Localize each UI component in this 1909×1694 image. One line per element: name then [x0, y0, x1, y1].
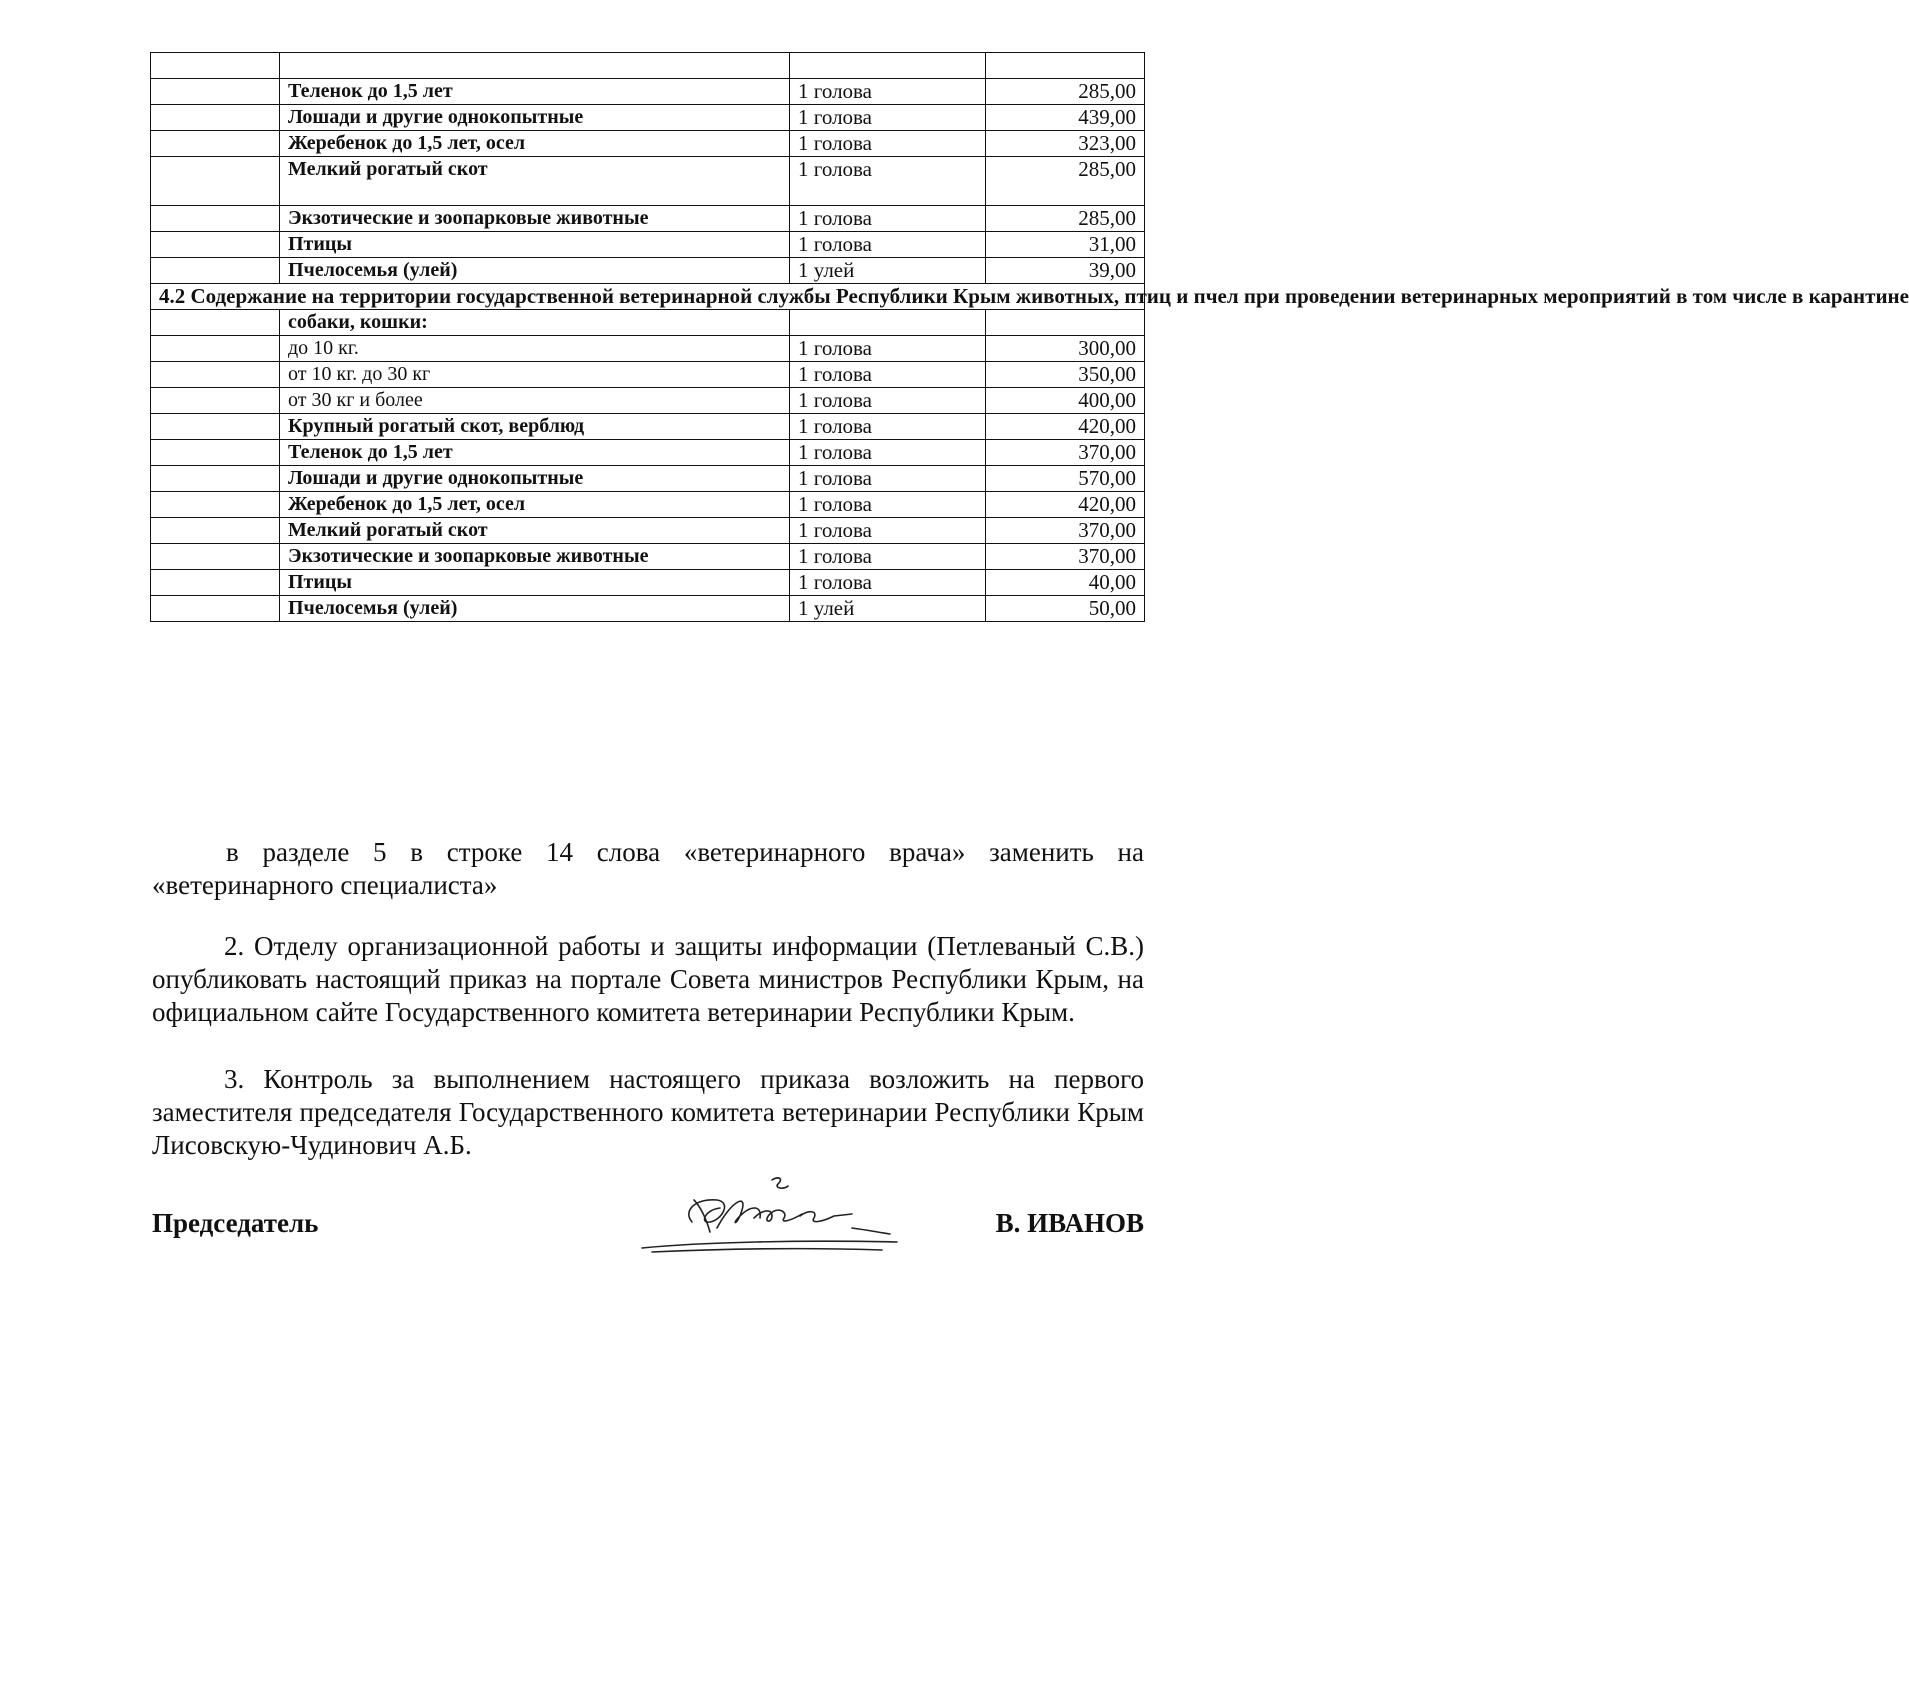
- item-name-cell: до 10 кг.: [280, 336, 790, 362]
- price-cell: 50,00: [986, 596, 1145, 622]
- unit-cell: 1 голова: [790, 518, 986, 544]
- signer-name: В. ИВАНОВ: [995, 1208, 1144, 1238]
- price-cell: 370,00: [986, 440, 1145, 466]
- row-number-cell: [151, 206, 280, 232]
- price-cell: 323,00: [986, 131, 1145, 157]
- row-number-cell: [151, 570, 280, 596]
- unit-cell: 1 голова: [790, 206, 986, 232]
- unit-cell: [790, 53, 986, 79]
- item-name-cell: от 30 кг и более: [280, 388, 790, 414]
- table-row: [151, 544, 1145, 570]
- unit-cell: 1 голова: [790, 414, 986, 440]
- section-heading-row: [151, 284, 1145, 310]
- table-row: [151, 206, 1145, 232]
- unit-cell: 1 голова: [790, 105, 986, 131]
- table-row: [151, 440, 1145, 466]
- paragraph-item-2: [152, 930, 1144, 1029]
- item-name-cell: Теленок до 1,5 лет: [280, 440, 790, 466]
- table-row: [151, 53, 1145, 79]
- row-number-cell: [151, 157, 280, 206]
- paragraph-razdel-5: [152, 836, 1144, 902]
- item-name-cell: собаки, кошки:: [280, 310, 790, 336]
- row-number-cell: [151, 492, 280, 518]
- table-row: [151, 232, 1145, 258]
- unit-cell: 1 голова: [790, 466, 986, 492]
- table-row: [151, 518, 1145, 544]
- row-number-cell: [151, 414, 280, 440]
- unit-cell: 1 улей: [790, 258, 986, 284]
- table-row: [151, 362, 1145, 388]
- item-name-cell: Пчелосемья (улей): [280, 596, 790, 622]
- table-row: [151, 310, 1145, 336]
- item-name-cell: Мелкий рогатый скот: [280, 518, 790, 544]
- price-cell: 285,00: [986, 206, 1145, 232]
- item-name-cell: Птицы: [280, 570, 790, 596]
- fee-table-part2: [151, 310, 1145, 622]
- item-name-cell: Крупный рогатый скот, верблюд: [280, 414, 790, 440]
- price-cell: 420,00: [986, 414, 1145, 440]
- row-number-cell: [151, 79, 280, 105]
- price-cell: 370,00: [986, 518, 1145, 544]
- row-number-cell: [151, 362, 280, 388]
- table-row: [151, 596, 1145, 622]
- unit-cell: 1 голова: [790, 492, 986, 518]
- row-number-cell: [151, 466, 280, 492]
- unit-cell: 1 голова: [790, 79, 986, 105]
- item-name-cell: Экзотические и зоопарковые животные: [280, 206, 790, 232]
- table-row: [151, 131, 1145, 157]
- item-name-cell: Мелкий рогатый скот: [280, 157, 790, 206]
- row-number-cell: [151, 53, 280, 79]
- signer-title: Председатель: [152, 1208, 319, 1238]
- price-cell: 350,00: [986, 362, 1145, 388]
- paragraph-item-2-text: 2. Отделу организационной работы и защиты информации (Петлеваный С.В.) опубликовать настоящий приказ на портале Совета министров Республики Крым, на официальном сайте Государственного комитета ветеринарии Республики Крым.: [152, 931, 1144, 1027]
- signature-block: [152, 1190, 1144, 1280]
- unit-cell: 1 голова: [790, 440, 986, 466]
- fee-table: [150, 52, 1909, 622]
- item-name-cell: Лошади и другие однокопытные: [280, 466, 790, 492]
- price-cell: 400,00: [986, 388, 1145, 414]
- price-cell: 285,00: [986, 79, 1145, 105]
- item-name-cell: Пчелосемья (улей): [280, 258, 790, 284]
- item-name-cell: Птицы: [280, 232, 790, 258]
- paragraph-item-3-text: 3. Контроль за выполнением настоящего приказа возложить на первого заместителя председателя Государственного комитета ветеринарии Республики Крым Лисовскую-Чудинович А.Б.: [152, 1064, 1144, 1160]
- unit-cell: 1 голова: [790, 232, 986, 258]
- price-cell: 40,00: [986, 570, 1145, 596]
- table-row: [151, 570, 1145, 596]
- row-number-cell: [151, 518, 280, 544]
- price-cell: 39,00: [986, 258, 1145, 284]
- price-cell: 420,00: [986, 492, 1145, 518]
- price-cell: [986, 310, 1145, 336]
- table-row: [151, 105, 1145, 131]
- price-cell: 439,00: [986, 105, 1145, 131]
- price-cell: 370,00: [986, 544, 1145, 570]
- row-number-cell: [151, 440, 280, 466]
- row-number-cell: [151, 310, 280, 336]
- paragraph-razdel-5-text: в разделе 5 в строке 14 слова «ветеринарного врача» заменить на «ветеринарного специалиста»: [152, 837, 1144, 900]
- table-row: [151, 258, 1145, 284]
- item-name-cell: Жеребенок до 1,5 лет, осел: [280, 131, 790, 157]
- unit-cell: 1 голова: [790, 388, 986, 414]
- row-number-cell: [151, 105, 280, 131]
- row-number-cell: [151, 258, 280, 284]
- unit-cell: 1 улей: [790, 596, 986, 622]
- row-number-cell: [151, 388, 280, 414]
- table-row: [151, 157, 1145, 206]
- price-cell: 31,00: [986, 232, 1145, 258]
- row-number-cell: [151, 544, 280, 570]
- row-number-cell: [151, 596, 280, 622]
- price-cell: [986, 53, 1145, 79]
- handwritten-signature: [622, 1170, 922, 1265]
- table-row: [151, 466, 1145, 492]
- item-name-cell: Теленок до 1,5 лет: [280, 79, 790, 105]
- item-name-cell: от 10 кг. до 30 кг: [280, 362, 790, 388]
- table-row: [151, 414, 1145, 440]
- fee-table-part1: [151, 53, 1145, 284]
- row-number-cell: [151, 232, 280, 258]
- row-number-cell: [151, 131, 280, 157]
- unit-cell: 1 голова: [790, 570, 986, 596]
- table-row: [151, 336, 1145, 362]
- item-name-cell: Лошади и другие однокопытные: [280, 105, 790, 131]
- unit-cell: 1 голова: [790, 131, 986, 157]
- unit-cell: 1 голова: [790, 362, 986, 388]
- unit-cell: [790, 310, 986, 336]
- unit-cell: 1 голова: [790, 157, 986, 206]
- item-name-cell: Жеребенок до 1,5 лет, осел: [280, 492, 790, 518]
- price-cell: 285,00: [986, 157, 1145, 206]
- row-number-cell: [151, 336, 280, 362]
- table-row: [151, 79, 1145, 105]
- price-cell: 570,00: [986, 466, 1145, 492]
- table-row: [151, 492, 1145, 518]
- unit-cell: 1 голова: [790, 336, 986, 362]
- item-name-cell: Экзотические и зоопарковые животные: [280, 544, 790, 570]
- unit-cell: 1 голова: [790, 544, 986, 570]
- fee-table-section-4-2: [151, 284, 1909, 310]
- price-cell: 300,00: [986, 336, 1145, 362]
- table-row: [151, 388, 1145, 414]
- item-name-cell: [280, 53, 790, 79]
- section-heading-4-2: 4.2 Содержание на территории государственной ветеринарной службы Республики Крым животных, птиц и пчел при проведении ветеринарных мероприятий в том числе в карантине: [151, 284, 1145, 310]
- paragraph-item-3: [152, 1063, 1144, 1162]
